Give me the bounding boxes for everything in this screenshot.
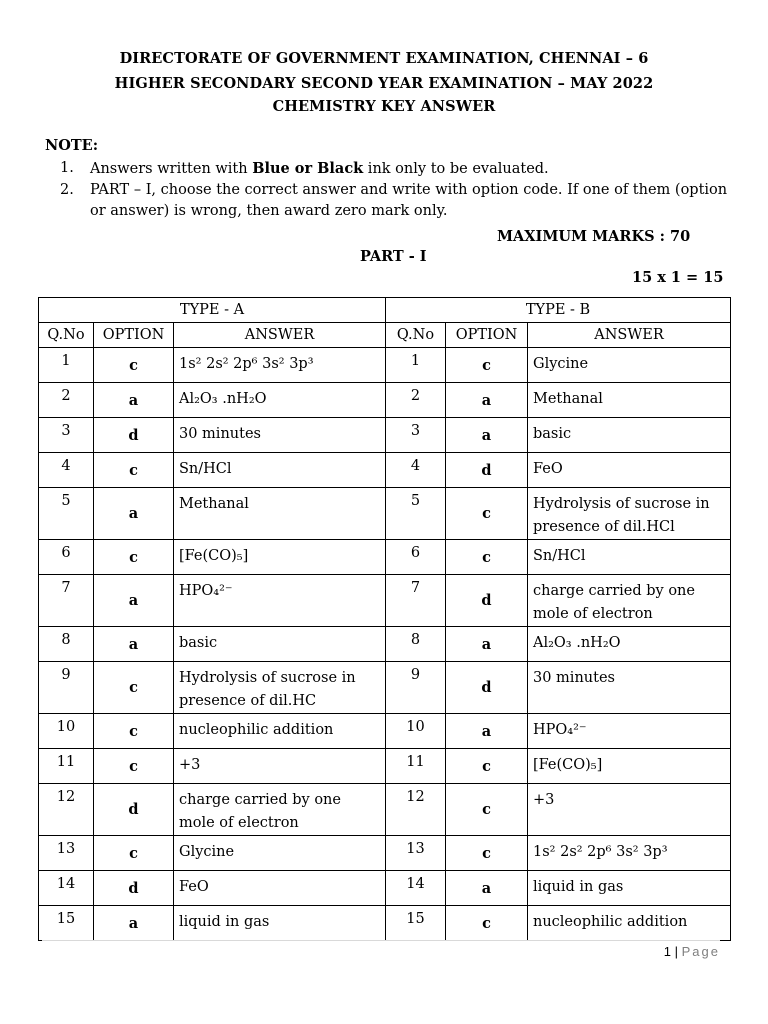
qno-b-cell: 15 xyxy=(386,906,446,941)
answer-a-cell: Sn/HCl xyxy=(174,453,386,488)
note-item-1-number: 1. xyxy=(60,160,74,176)
answer-key-body xyxy=(39,348,731,941)
answer-key-table xyxy=(38,297,731,941)
option-a-cell: d xyxy=(94,871,174,906)
qno-b-cell: 4 xyxy=(386,453,446,488)
note-list xyxy=(60,158,730,222)
option-a-cell: c xyxy=(94,836,174,871)
answer-a-cell: basic xyxy=(174,627,386,662)
col-answer-b: ANSWER xyxy=(528,323,731,348)
option-a-cell: c xyxy=(94,749,174,784)
option-a-cell: d xyxy=(94,784,174,836)
table-row xyxy=(39,749,731,784)
answer-a-cell: HPO₄²⁻ xyxy=(174,575,386,627)
answer-b-cell: 30 minutes xyxy=(528,662,731,714)
option-b-cell: d xyxy=(446,575,528,627)
option-a-cell: a xyxy=(94,488,174,540)
qno-a-cell: 13 xyxy=(39,836,94,871)
option-a-cell: a xyxy=(94,575,174,627)
col-qno-a: Q.No xyxy=(39,323,94,348)
qno-b-cell: 1 xyxy=(386,348,446,383)
answer-b-cell: FeO xyxy=(528,453,731,488)
answer-a-cell: charge carried by one mole of electron xyxy=(174,784,386,836)
qno-a-cell: 8 xyxy=(39,627,94,662)
header-line-1: DIRECTORATE OF GOVERNMENT EXAMINATION, CHENNAI – 6 xyxy=(119,50,649,67)
option-a-cell: a xyxy=(94,383,174,418)
answer-b-cell: 1s² 2s² 2p⁶ 3s² 3p³ xyxy=(528,836,731,871)
qno-a-cell: 5 xyxy=(39,488,94,540)
note-item-1-text xyxy=(90,158,730,180)
option-b-cell: a xyxy=(446,714,528,749)
answer-b-cell: nucleophilic addition xyxy=(528,906,731,941)
page-separator: | xyxy=(674,944,678,959)
table-row xyxy=(39,662,731,714)
table-row xyxy=(39,627,731,662)
option-a-cell: d xyxy=(94,418,174,453)
qno-b-cell: 3 xyxy=(386,418,446,453)
option-b-cell: a xyxy=(446,383,528,418)
page-number: 1 xyxy=(663,944,671,959)
header-line-3: CHEMISTRY KEY ANSWER xyxy=(272,98,496,115)
answer-b-cell: [Fe(CO)₅] xyxy=(528,749,731,784)
note-item-2 xyxy=(60,180,730,222)
answer-a-cell: Glycine xyxy=(174,836,386,871)
answer-a-cell: [Fe(CO)₅] xyxy=(174,540,386,575)
col-option-a: OPTION xyxy=(94,323,174,348)
note-item-1-post: ink only to be evaluated. xyxy=(363,161,549,177)
header-line-2: HIGHER SECONDARY SECOND YEAR EXAMINATION – MAY 2022 xyxy=(114,75,654,92)
table-row xyxy=(39,836,731,871)
qno-b-cell: 7 xyxy=(386,575,446,627)
qno-a-cell: 3 xyxy=(39,418,94,453)
note-item-1-bold: Blue or Black xyxy=(252,160,364,177)
answer-a-cell: Hydrolysis of sucrose in presence of dil.HC xyxy=(174,662,386,714)
table-row xyxy=(39,418,731,453)
answer-b-cell: liquid in gas xyxy=(528,871,731,906)
option-b-cell: a xyxy=(446,627,528,662)
option-b-cell: d xyxy=(446,662,528,714)
table-row xyxy=(39,871,731,906)
answer-b-cell: Al₂O₃ .nH₂O xyxy=(528,627,731,662)
footer-divider xyxy=(42,940,720,941)
note-item-2-text: PART – I, choose the correct answer and write with option code. If one of them (option or answer) is wrong, then award zero mark only. xyxy=(90,182,728,219)
answer-b-cell: Sn/HCl xyxy=(528,540,731,575)
option-b-cell: c xyxy=(446,749,528,784)
option-b-cell: d xyxy=(446,453,528,488)
table-row xyxy=(39,575,731,627)
option-b-cell: a xyxy=(446,871,528,906)
qno-b-cell: 6 xyxy=(386,540,446,575)
answer-a-cell: 30 minutes xyxy=(174,418,386,453)
answer-a-cell: 1s² 2s² 2p⁶ 3s² 3p³ xyxy=(174,348,386,383)
col-option-b: OPTION xyxy=(446,323,528,348)
table-row xyxy=(39,906,731,941)
answer-b-cell: charge carried by one mole of electron xyxy=(528,575,731,627)
qno-b-cell: 2 xyxy=(386,383,446,418)
answer-a-cell: Methanal xyxy=(174,488,386,540)
part-title: PART - I xyxy=(360,248,427,265)
option-b-cell: a xyxy=(446,418,528,453)
marks-formula: 15 x 1 = 15 xyxy=(632,269,724,286)
answer-a-cell: nucleophilic addition xyxy=(174,714,386,749)
table-row xyxy=(39,383,731,418)
type-a-header: TYPE - A xyxy=(39,298,386,323)
table-row xyxy=(39,348,731,383)
qno-a-cell: 15 xyxy=(39,906,94,941)
qno-b-cell: 10 xyxy=(386,714,446,749)
qno-a-cell: 11 xyxy=(39,749,94,784)
qno-a-cell: 4 xyxy=(39,453,94,488)
option-b-cell: c xyxy=(446,488,528,540)
option-b-cell: c xyxy=(446,784,528,836)
qno-b-cell: 11 xyxy=(386,749,446,784)
note-item-2-number: 2. xyxy=(60,182,74,198)
page-footer xyxy=(664,944,720,959)
type-b-header: TYPE - B xyxy=(386,298,731,323)
option-a-cell: a xyxy=(94,627,174,662)
qno-b-cell: 12 xyxy=(386,784,446,836)
answer-b-cell: HPO₄²⁻ xyxy=(528,714,731,749)
qno-a-cell: 14 xyxy=(39,871,94,906)
option-a-cell: c xyxy=(94,348,174,383)
option-b-cell: c xyxy=(446,906,528,941)
table-row xyxy=(39,784,731,836)
qno-a-cell: 9 xyxy=(39,662,94,714)
qno-a-cell: 12 xyxy=(39,784,94,836)
qno-a-cell: 2 xyxy=(39,383,94,418)
note-heading: NOTE: xyxy=(45,137,99,154)
option-a-cell: c xyxy=(94,540,174,575)
maximum-marks: MAXIMUM MARKS : 70 xyxy=(497,228,691,245)
option-b-cell: c xyxy=(446,836,528,871)
qno-a-cell: 10 xyxy=(39,714,94,749)
page-word: Page xyxy=(681,944,720,959)
answer-b-cell: Hydrolysis of sucrose in presence of dil.HCl xyxy=(528,488,731,540)
table-row xyxy=(39,540,731,575)
answer-a-cell: +3 xyxy=(174,749,386,784)
answer-b-cell: Methanal xyxy=(528,383,731,418)
option-a-cell: a xyxy=(94,906,174,941)
table-row xyxy=(39,714,731,749)
option-b-cell: c xyxy=(446,348,528,383)
col-answer-a: ANSWER xyxy=(174,323,386,348)
answer-a-cell: liquid in gas xyxy=(174,906,386,941)
qno-b-cell: 5 xyxy=(386,488,446,540)
qno-b-cell: 9 xyxy=(386,662,446,714)
answer-b-cell: +3 xyxy=(528,784,731,836)
qno-b-cell: 14 xyxy=(386,871,446,906)
note-item-1-pre: Answers written with xyxy=(90,161,253,177)
qno-a-cell: 1 xyxy=(39,348,94,383)
table-row xyxy=(39,488,731,540)
answer-b-cell: basic xyxy=(528,418,731,453)
option-a-cell: c xyxy=(94,453,174,488)
option-a-cell: c xyxy=(94,662,174,714)
answer-a-cell: Al₂O₃ .nH₂O xyxy=(174,383,386,418)
qno-b-cell: 8 xyxy=(386,627,446,662)
col-qno-b: Q.No xyxy=(386,323,446,348)
answer-a-cell: FeO xyxy=(174,871,386,906)
note-item-1 xyxy=(60,158,730,180)
qno-a-cell: 6 xyxy=(39,540,94,575)
option-b-cell: c xyxy=(446,540,528,575)
answer-b-cell: Glycine xyxy=(528,348,731,383)
qno-b-cell: 13 xyxy=(386,836,446,871)
qno-a-cell: 7 xyxy=(39,575,94,627)
option-a-cell: c xyxy=(94,714,174,749)
table-row xyxy=(39,453,731,488)
